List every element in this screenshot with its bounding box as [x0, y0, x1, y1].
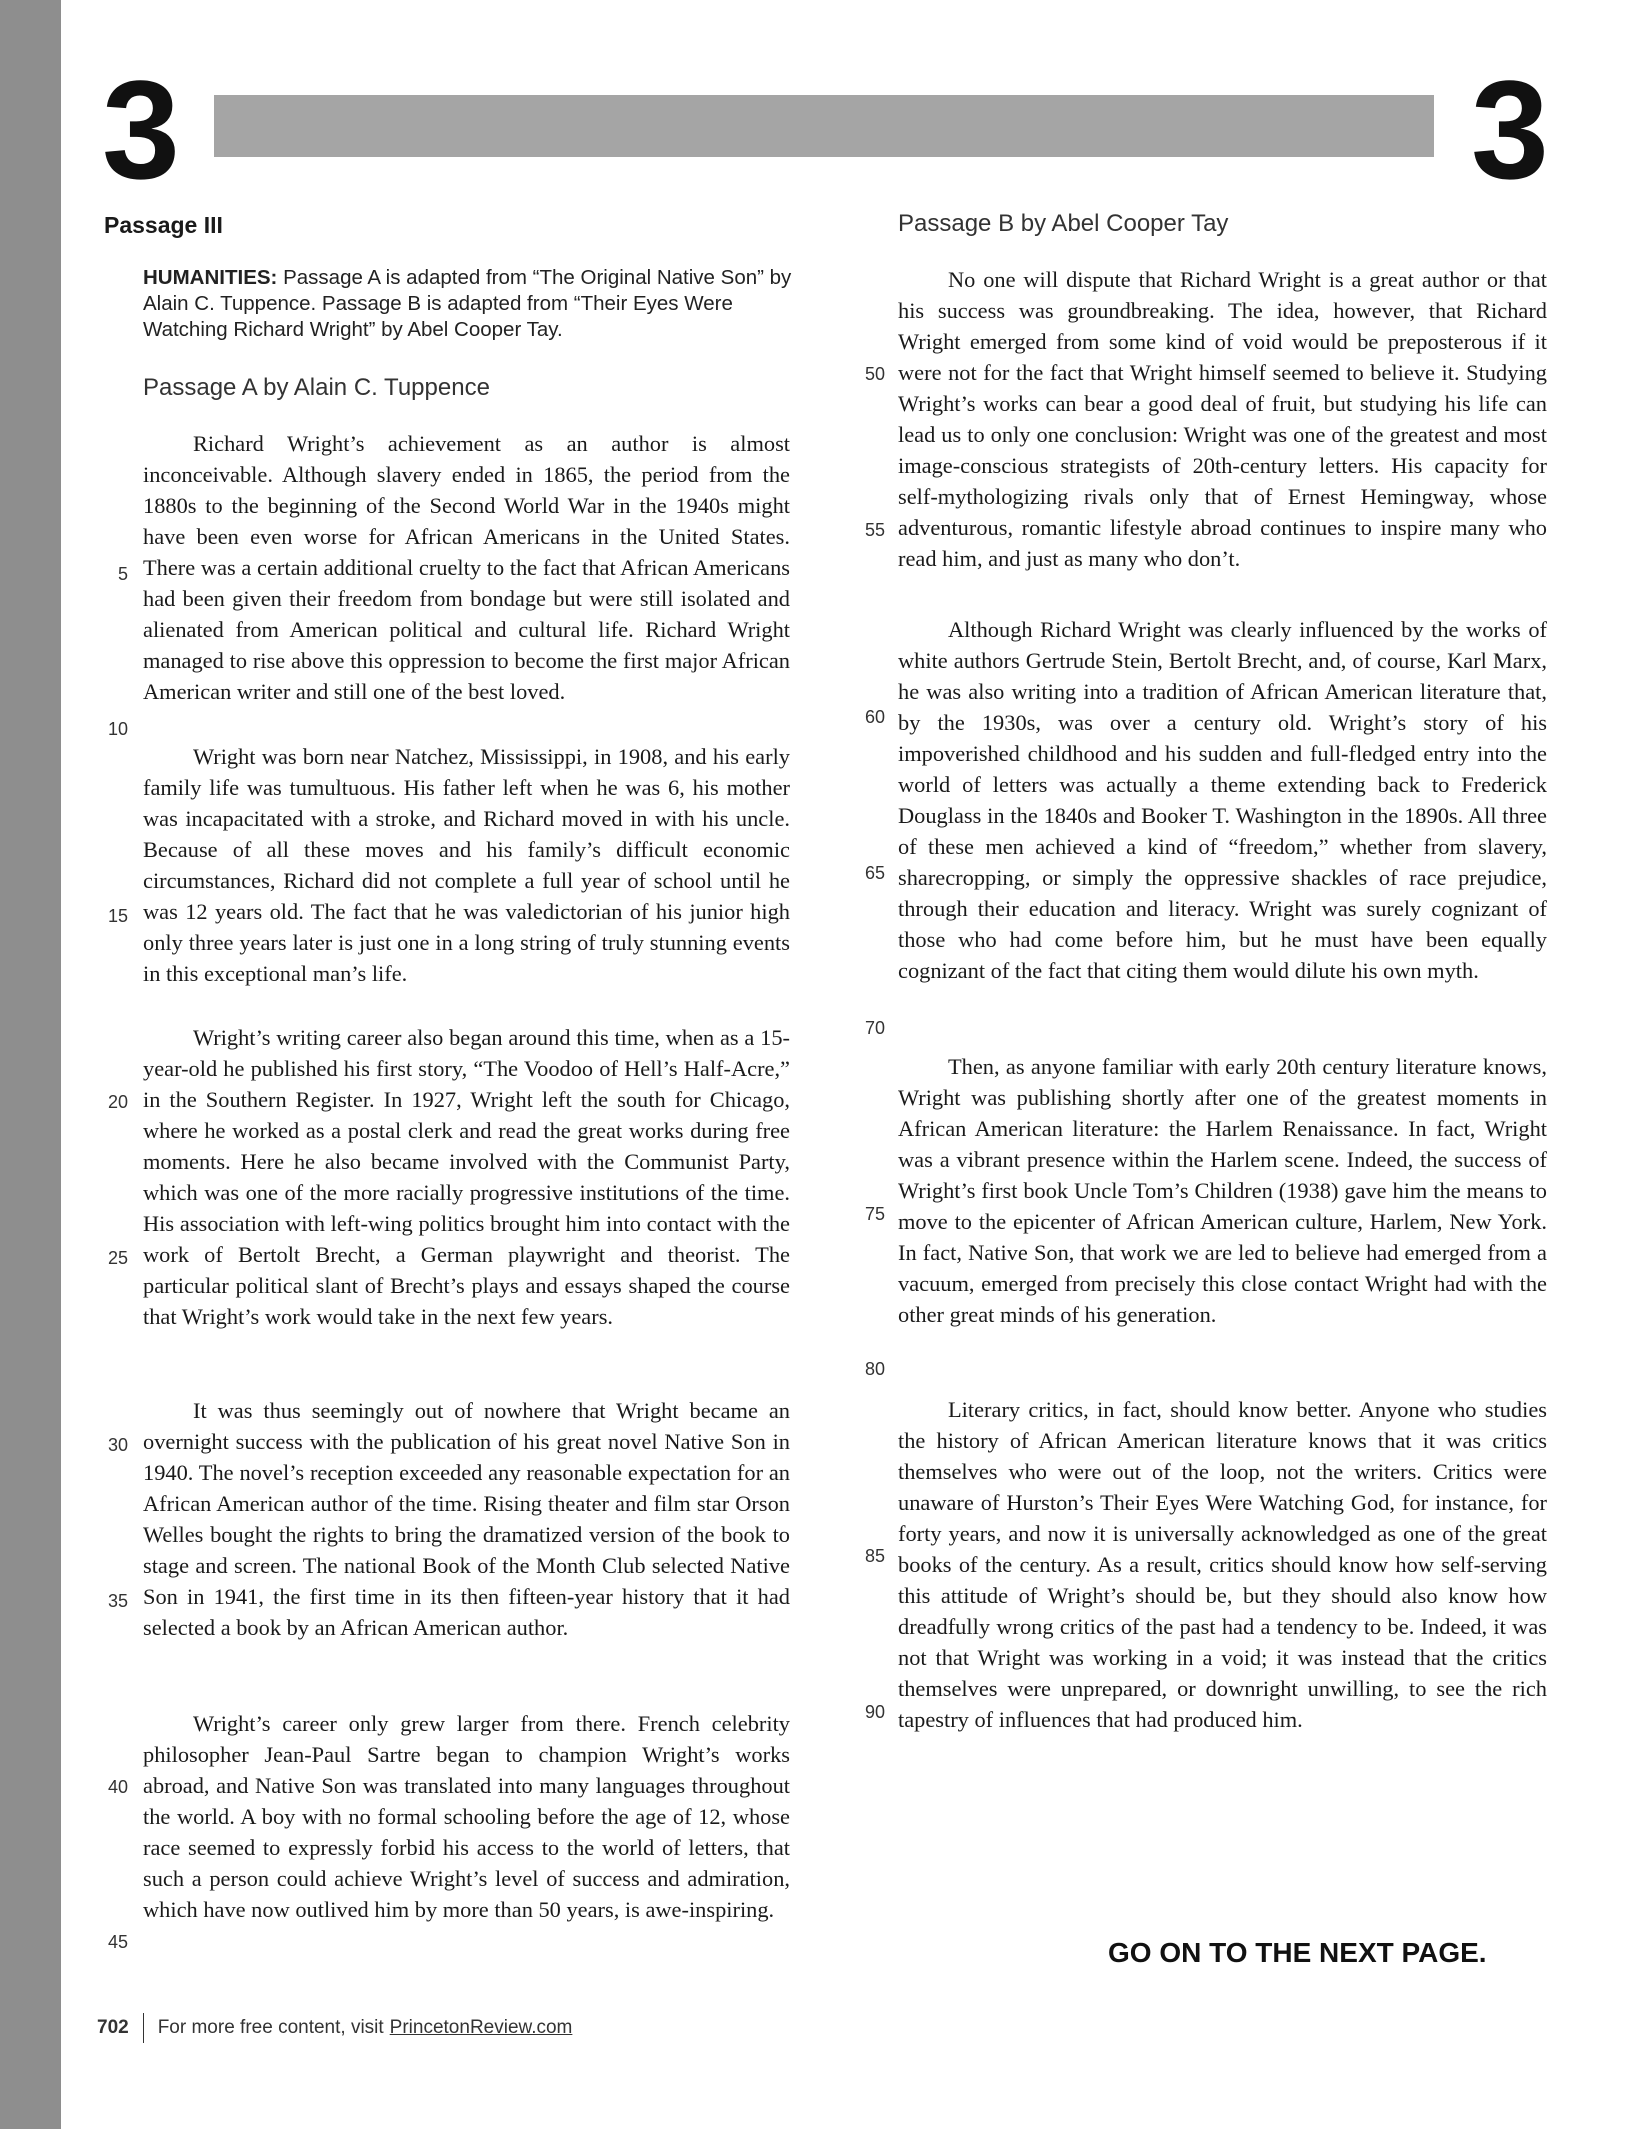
line-number: 15	[107, 906, 128, 926]
passage-b-title: Passage B by Abel Cooper Tay	[898, 210, 1229, 237]
header-band	[214, 95, 1434, 157]
passage-b-paragraph-2: Although Richard Wright was clearly influenced by the works of white authors Gertrude Stein, Bertolt Brecht, and, of course, Karl Marx, he was also writing into a tradition of African American literature that, by the 1930s, was over a century old. Wright’s story of his impoverished childhood and his sudden and full-fledged entry into the world of letters was actually a theme extending back to Frederick Douglass in the 1840s and Booker T. Washington in the 1890s. All three of these men achieved a kind of “freedom,” whether from slavery, sharecropping, or simply the oppressive shackles of race prejudice, through their education and literacy. Wright was surely cognizant of those who had come before him, but he must have been equally cognizant of the fact that citing them would dilute his own myth.	[898, 617, 1547, 983]
passage-a-paragraph-1: Richard Wright’s achievement as an author is almost inconceivable. Although slavery ended in 1865, the period from the 1880s to the beginning of the Second World War in the 1940s might have been even worse for African Americans in the United States. There was a certain additional cruelty to the fact that African Americans had been given their freedom from bondage but were still isolated and alienated from American political and cultural life. Richard Wright managed to rise above this oppression to become the first major African American writer and still one of the best loved.	[143, 431, 790, 704]
line-number: 80	[864, 1359, 885, 1379]
footer-text: For more free content, visit	[157, 2017, 384, 2038]
left-margin-bar	[0, 0, 61, 2129]
line-number: 75	[864, 1204, 885, 1224]
passage-b-paragraph-4: Literary critics, in fact, should know better. Anyone who studies the history of African American literature knows that it was critics themselves who were out of the loop, not the writers. Critics were unaware of Hurston’s Their Eyes Were Watching God, for instance, for forty years, and now it is universally acknowledged as one of the great books of the century. As a result, critics should know how self-serving this attitude of Wright’s should be, but they should also know how dreadfully wrong critics of the past had a tendency to be. Indeed, it was not that Wright was working in a void; it was instead that the critics themselves were unprepared, or downright unwilling, to see the rich tapestry of influences that had produced him.	[898, 1397, 1547, 1732]
passage-label: Passage III	[104, 212, 223, 238]
line-number: 85	[864, 1546, 885, 1566]
page-footer	[97, 2013, 572, 2043]
line-number: 40	[107, 1777, 128, 1797]
passage-a-paragraph-2: Wright was born near Natchez, Mississippi, in 1908, and his early family life was tumultuous. His father left when he was 6, his mother was incapacitated with a stroke, and Richard moved in with his uncle. Because of all these moves and his family’s difficult economic circumstances, Richard did not complete a full year of school until he was 12 years old. The fact that he was valedictorian of his junior high only three years later is just one in a long string of truly stunning events in this exceptional man’s life.	[143, 744, 790, 986]
line-number: 90	[864, 1702, 885, 1722]
section-number-left: 3	[102, 51, 180, 208]
line-number: 60	[864, 707, 885, 727]
passage-intro	[143, 265, 793, 343]
page-number: 702	[97, 2017, 129, 2038]
line-number: 35	[107, 1591, 128, 1611]
footer-divider	[143, 2013, 144, 2043]
line-number: 70	[864, 1018, 885, 1038]
passage-a-title: Passage A by Alain C. Tuppence	[143, 374, 490, 401]
line-number: 25	[107, 1248, 128, 1268]
line-number: 65	[864, 863, 885, 883]
footer-link[interactable]: PrincetonReview.com	[389, 2017, 573, 2038]
line-number: 20	[107, 1092, 128, 1112]
passage-a-paragraph-4: It was thus seemingly out of nowhere that Wright became an overnight success with the publication of his great novel Native Son in 1940. The novel’s reception exceeded any reasonable expectation for an African American author of the time. Rising theater and film star Orson Welles bought the rights to bring the dramatized version of the book to stage and screen. The national Book of the Month Club selected Native Son in 1941, the first time in its then fifteen-year history that it had selected a book by an African American author.	[143, 1398, 790, 1640]
passage-b-paragraph-3: Then, as anyone familiar with early 20th century literature knows, Wright was publishing shortly after one of the greatest moments in African American literature: the Harlem Renaissance. In fact, Wright was a vibrant presence within the Harlem scene. Indeed, the success of Wright’s first book Uncle Tom’s Children (1938) gave him the means to move to the epicenter of African American culture, Harlem, New York. In fact, Native Son, that work we are led to believe had emerged from a vacuum, emerged from precisely this close contact Wright had with the other great minds of his generation.	[898, 1054, 1547, 1327]
line-number: 10	[107, 719, 128, 739]
go-on-next-page: GO ON TO THE NEXT PAGE.	[1108, 1937, 1487, 1968]
intro-text: Passage A is adapted from “The Original Native Son” by Alain C. Tuppence. Passage B is adapted from “Their Eyes Were Watching Richard Wright” by Abel Cooper Tay.	[143, 266, 792, 341]
line-number: 50	[864, 364, 885, 384]
passage-a-paragraph-5: Wright’s career only grew larger from there. French celebrity philosopher Jean-Paul Sartre began to champion Wright’s works abroad, and Native Son was translated into many languages throughout the world. A boy with no formal schooling before the age of 12, whose race seemed to expressly forbid his access to the world of letters, that such a person could achieve Wright’s level of success and admiration, which have now outlived him by more than 50 years, is awe-inspiring.	[143, 1711, 790, 1922]
line-number: 30	[107, 1435, 128, 1455]
line-number: 5	[117, 564, 128, 584]
passage-b-paragraph-1: No one will dispute that Richard Wright is a great author or that his success was groundbreaking. The idea, however, that Richard Wright emerged from some kind of void would be preposterous if it were not for the fact that Wright himself seemed to believe it. Studying Wright’s works can bear a good deal of fruit, but studying his life can lead us to only one conclusion: Wright was one of the greatest and most image-conscious strategists of 20th-century letters. His capacity for self-mythologizing rivals only that of Ernest Hemingway, whose adventurous, romantic lifestyle abroad continues to inspire many who read him, and just as many who don’t.	[898, 267, 1547, 571]
passage-a-paragraph-3: Wright’s writing career also began around this time, when as a 15-year-old he published his first story, “The Voodoo of Hell’s Half-Acre,” in the Southern Register. In 1927, Wright left the south for Chicago, where he worked as a postal clerk and read the great works during free moments. Here he also became involved with the Communist Party, which was one of the more racially progressive institutions of the time. His association with left-wing politics brought him into contact with the work of Bertolt Brecht, a German playwright and theorist. The particular political slant of Brecht’s plays and essays shaped the course that Wright’s work would take in the next few years.	[143, 1025, 790, 1329]
line-number: 55	[864, 520, 885, 540]
passage-a-body	[143, 428, 790, 1925]
intro-category: HUMANITIES:	[143, 266, 278, 289]
section-number-right: 3	[1471, 51, 1549, 208]
line-number: 45	[107, 1932, 128, 1952]
passage-b-body	[898, 264, 1547, 1735]
